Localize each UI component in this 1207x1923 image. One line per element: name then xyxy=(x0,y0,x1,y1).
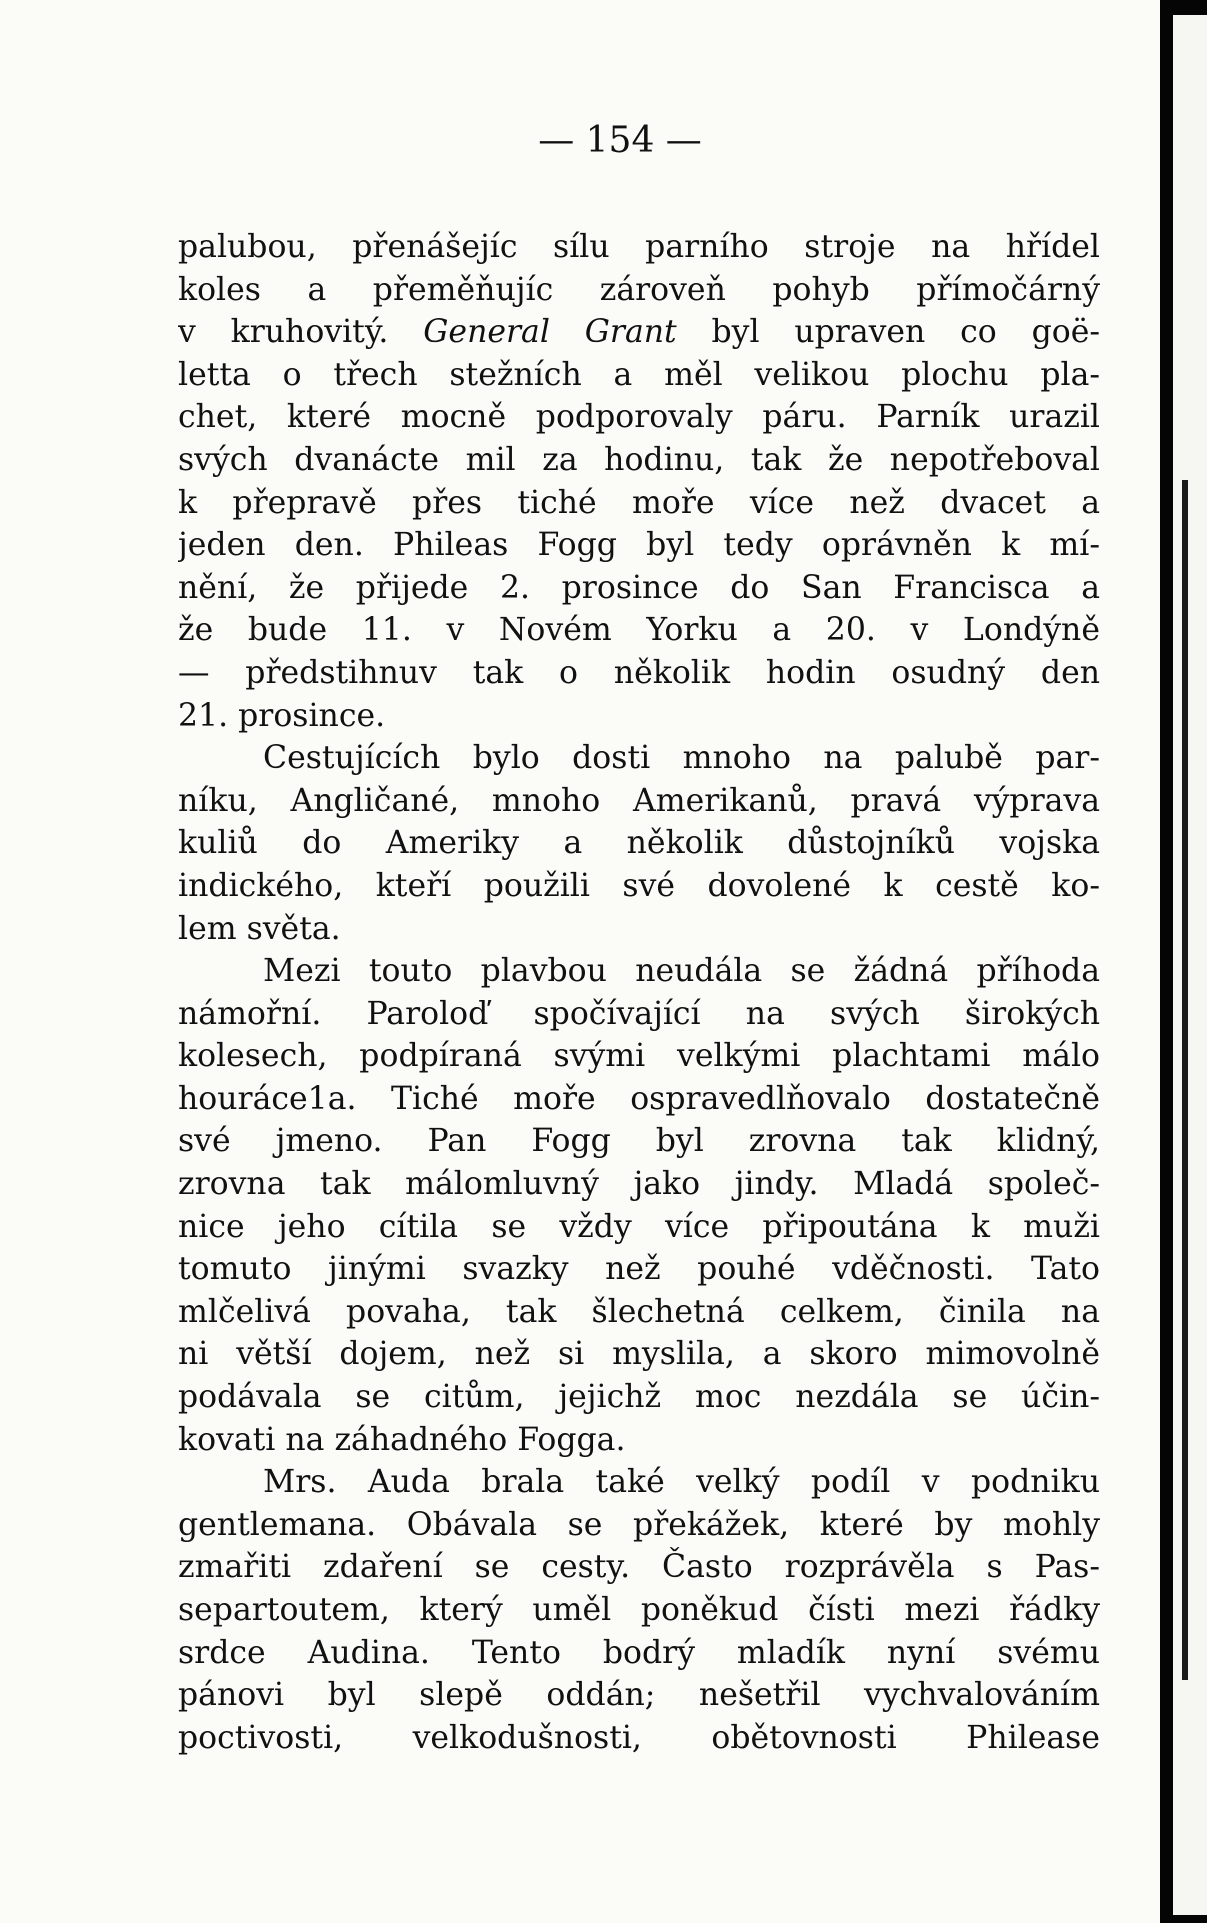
text-line: níku, Angličané, mnoho Amerikanů, pravá výprava xyxy=(178,782,1100,819)
body-text xyxy=(178,226,1100,1759)
text-line: ni větší dojem, než si myslila, a skoro mimovolně xyxy=(178,1336,1100,1373)
text-line: gentlemana. Obávala se překážek, které by mohly xyxy=(178,1506,1100,1543)
binding-line xyxy=(1182,480,1188,1680)
text-line: poctivosti, velkodušnosti, obětovnosti Philease xyxy=(178,1719,1100,1756)
text-line: kovati na záhadného Fogga. xyxy=(178,1421,626,1458)
text-line-part: byl upraven co goë- xyxy=(676,314,1100,351)
text-line: k přepravě přes tiché moře více než dvacet a xyxy=(178,484,1100,521)
text-line: chet, které mocně podporovaly páru. Parník urazil xyxy=(178,399,1100,436)
text-line: svých dvanácte mil za hodinu, tak že nepotřeboval xyxy=(178,441,1100,478)
text-line: Mrs. Auda brala také velký podíl v podniku xyxy=(263,1464,1100,1501)
text-line: palubou, přenášejíc sílu parního stroje na hřídel xyxy=(178,229,1100,265)
text-line: houráce1a. Tiché moře ospravedlňovalo dostatečně xyxy=(178,1080,1100,1117)
adjacent-page-edge xyxy=(1173,15,1207,1915)
text-line: kolesech, podpíraná svými velkými plachtami málo xyxy=(178,1038,1100,1075)
ship-name-italic: General Grant xyxy=(423,314,677,351)
text-line: námořní. Paroloď spočívající na svých širokých xyxy=(178,995,1100,1032)
text-line: — předstihnuv tak o několik hodin osudný den xyxy=(178,654,1100,691)
text-line: indického, kteří použili své dovolené k cestě ko- xyxy=(178,867,1100,904)
text-line: tomuto jinými svazky než pouhé vděčnosti. Tato xyxy=(178,1251,1100,1288)
text-line: jeden den. Phileas Fogg byl tedy oprávněn k mí- xyxy=(178,527,1100,564)
text-line: 21. prosince. xyxy=(178,697,386,734)
text-line: pánovi byl slepě oddán; nešetřil vychvalováním xyxy=(178,1677,1100,1714)
text-line: separtoutem, který uměl poněkud čísti mezi řádky xyxy=(178,1592,1100,1628)
page-number: — 154 — xyxy=(538,120,702,161)
text-line: Cestujících bylo dosti mnoho na palubě par- xyxy=(263,740,1100,777)
text-line: podávala se citům, jejichž moc nezdála se účin- xyxy=(178,1379,1100,1416)
text-line-part: v kruhovitý. xyxy=(178,314,424,351)
text-line: zrovna tak málomluvný jako jindy. Mladá společ- xyxy=(178,1166,1100,1203)
text-line: Mezi touto plavbou neudála se žádná příhoda xyxy=(263,953,1100,990)
text-line: nění, že přijede 2. prosince do San Francisca a xyxy=(178,569,1100,606)
text-line: koles a přeměňujíc zároveň pohyb přímočárný xyxy=(178,271,1100,308)
text-line: letta o třech stežních a měl velikou plochu pla- xyxy=(178,356,1100,393)
text-line: že bude 11. v Novém Yorku a 20. v Londýně xyxy=(178,612,1100,649)
text-line: zmařiti zdaření se cesty. Často rozprávěla s Pas- xyxy=(178,1549,1100,1586)
text-line: kuliů do Ameriky a několik důstojníků vojska xyxy=(178,825,1100,862)
text-line xyxy=(178,311,1100,354)
text-line: mlčelivá povaha, tak šlechetná celkem, činila na xyxy=(178,1293,1100,1330)
text-line: srdce Audina. Tento bodrý mladík nyní svému xyxy=(178,1634,1100,1671)
text-line: nice jeho cítila se vždy více připoutána k muži xyxy=(178,1208,1100,1245)
text-line: své jmeno. Pan Fogg byl zrovna tak klidný, xyxy=(178,1123,1100,1160)
text-line: lem světa. xyxy=(178,910,341,947)
